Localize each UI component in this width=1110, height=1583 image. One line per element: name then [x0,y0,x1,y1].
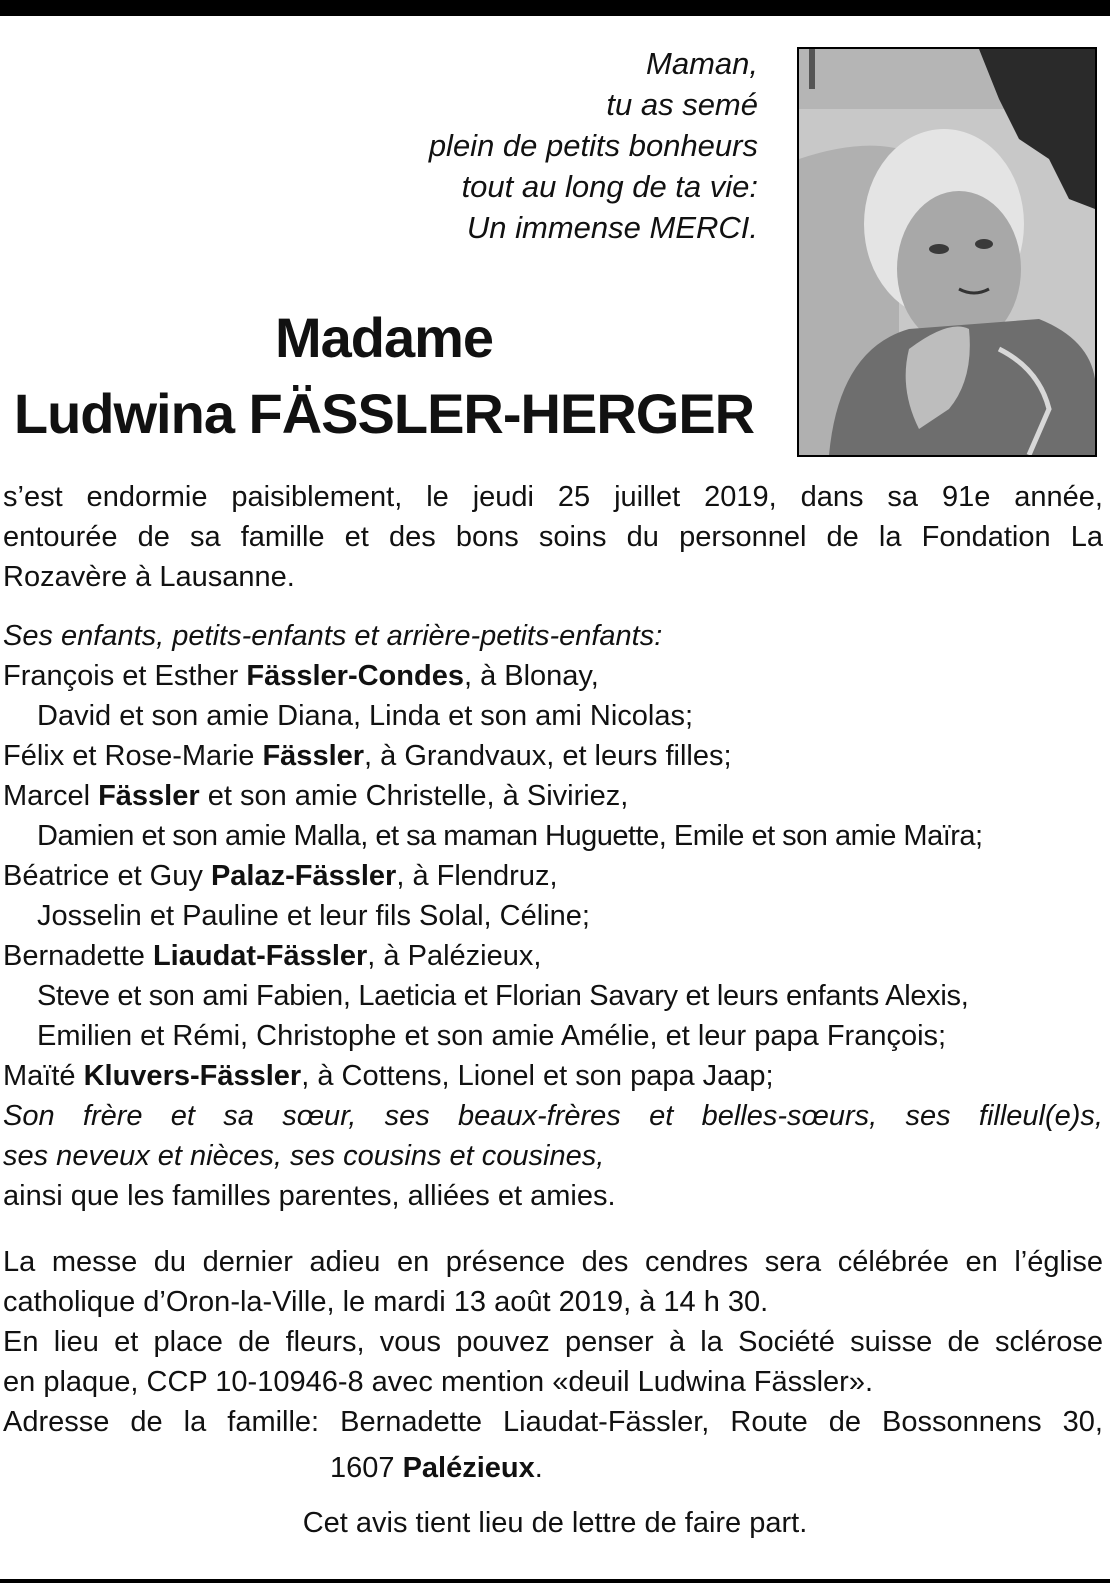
portrait-photo [797,47,1097,457]
family-entry [3,1056,1103,1096]
family-entry [3,656,1103,696]
entry-text: Maïté [3,1060,84,1092]
bottom-rule [0,1579,1110,1583]
entry-surname: Kluvers-Fässler [83,1060,302,1092]
family-entry [3,936,1103,976]
ceremony-line: en plaque, CCP 10-10946-8 avec mention «deuil Ludwina Fässler». [3,1366,874,1398]
family-entry [3,856,1103,896]
entry-surname: Palaz-Fässler [210,860,397,892]
entry-text: François et Esther [3,660,247,692]
dedication-poem [429,43,758,248]
poem-line: tu as semé [606,87,758,122]
intro-line: entourée de sa famille et des bons soins du personnel de la Fondation La [3,521,1103,553]
entry-text: Béatrice et Guy [3,860,211,892]
entry-surname: Fässler-Condes [246,660,464,692]
entry-surname: Fässler [262,740,365,772]
family-descendants: David et son amie Diana, Linda et son ami Nicolas; [37,700,694,732]
top-rule [0,0,1110,16]
family-siblings: Son frère et sa sœur, ses beaux-frères et belles-sœurs, ses filleul(e)s, [3,1100,1103,1132]
entry-text: , à Palézieux, [367,940,542,972]
entry-text: Félix et Rose-Marie [3,740,263,772]
family-entry [3,736,1103,776]
family-relatives: ses neveux et nièces, ses cousins et cousines, [3,1140,605,1172]
family-address-line [330,1448,543,1488]
intro-line: Rozavère à Lausanne. [3,561,295,593]
deceased-title [0,300,768,452]
poem-line: tout au long de ta vie: [461,169,758,204]
entry-text: et son amie Christelle, à Siviriez, [199,780,629,812]
title-name: Ludwina FÄSSLER-HERGER [13,382,755,445]
poem-line: plein de petits bonheurs [428,128,758,163]
address-text: 1607 [330,1452,403,1484]
family-descendants: Steve et son ami Fabien, Laeticia et Florian Savary et leurs enfants Alexis, [37,980,969,1012]
family-closing: ainsi que les familles parentes, alliées et amies. [3,1180,616,1212]
address-town: Palézieux [402,1452,535,1484]
entry-text: , à Blonay, [463,660,599,692]
entry-text: , à Grandvaux, et leurs filles; [364,740,732,772]
family-heading: Ses enfants, petits-enfants et arrière-petits-enfants: [3,620,663,652]
entry-surname: Fässler [98,780,200,812]
family-list [3,616,1103,1216]
ceremony-line: Adresse de la famille: Bernadette Liaudat-Fässler, Route de Bossonnens 30, [3,1406,1103,1438]
closing-note: Cet avis tient lieu de lettre de faire part. [302,1507,808,1539]
ceremony-paragraph [3,1242,1103,1442]
entry-text: , à Flendruz, [396,860,558,892]
ceremony-line: La messe du dernier adieu en présence des cendres sera célébrée en l’église [3,1246,1103,1278]
poem-line: Un immense MERCI. [466,210,758,245]
address-text: . [534,1452,543,1484]
entry-text: Marcel [3,780,99,812]
intro-line: s’est endormie paisiblement, le jeudi 25 juillet 2019, dans sa 91e année, [3,481,1103,513]
ceremony-line: En lieu et place de fleurs, vous pouvez penser à la Société suisse de sclérose [3,1326,1103,1358]
portrait-image [799,49,1095,455]
ceremony-line: catholique d’Oron-la-Ville, le mardi 13 août 2019, à 14 h 30. [3,1286,769,1318]
entry-text: , à Cottens, Lionel et son papa Jaap; [301,1060,774,1092]
entry-text: Bernadette [3,940,153,972]
family-entry [3,776,1103,816]
intro-paragraph [3,477,1103,597]
poem-line: Maman, [646,46,758,81]
family-descendants: Emilien et Rémi, Christophe et son amie Amélie, et leur papa François; [37,1020,947,1052]
entry-surname: Liaudat-Fässler [152,940,368,972]
title-salutation: Madame [274,306,494,369]
family-descendants: Josselin et Pauline et leur fils Solal, Céline; [37,900,590,932]
family-descendants: Damien et son amie Malla, et sa maman Huguette, Emile et son amie Maïra; [37,820,983,852]
